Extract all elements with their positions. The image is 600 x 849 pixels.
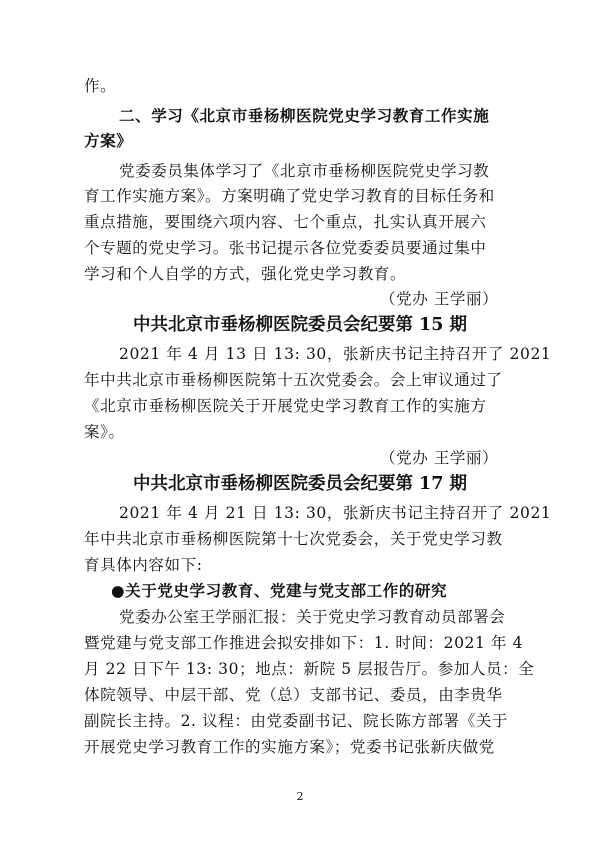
body-text-line: 案》。 [84,423,125,441]
body-text-line: 年中共北京市垂杨柳医院第十五次党委会。会上审议通过了 [84,371,503,389]
body-text-line: 育具体内容如下: [84,556,203,574]
body-text-line: 党委委员集体学习了《北京市垂杨柳医院党史学习教 [119,162,490,180]
body-text-line: 副院长主持。2. 议程：由党委副书记、院长陈方部署《关于 [84,712,509,730]
body-text-line: 月 22 日下午 13: 30；地点：新院 5 层报告厅。参加人员：全 [84,660,535,678]
bullet-heading: ●关于党史学习教育、党建与党支部工作的研究 [111,581,448,600]
minutes-title: 中共北京市垂杨柳医院委员会纪要第 17 期 [132,474,468,494]
body-text-line: 2021 年 4 月 21 日 13: 30，张新庆书记主持召开了 2021 [119,504,552,522]
minutes-title: 中共北京市垂杨柳医院委员会纪要第 15 期 [132,315,468,335]
body-text-line: 重点措施，要围绕六项内容、七个重点，扎实认真开展六 [84,213,487,231]
body-text-line: 《北京市垂杨柳医院关于开展党史学习教育工作的实施方 [84,397,487,415]
body-text-line: 体院领导、中层干部、党（总）支部书记、委员，由李贵华 [84,686,503,704]
body-text-line: 学习和个人自学的方式，强化党史学习教育。 [84,265,407,283]
body-text-line: 开展党史学习教育工作的实施方案》；党委书记张新庆做党 [84,738,495,756]
signature-line: （党办 王学丽） [380,449,499,467]
body-text-line: 育工作实施方案》。方案明确了党史学习教育的目标任务和 [84,187,495,205]
signature-line: （党办 王学丽） [380,290,499,308]
section-heading-continued: 方案》 [84,131,133,150]
body-text-line: 2021 年 4 月 13 日 13: 30，张新庆书记主持召开了 2021 [119,345,552,363]
body-text-line: 暨党建与党支部工作推进会拟安排如下：1. 时间：2021 年 4 [84,634,524,652]
section-heading: 二、学习《北京市垂杨柳医院党史学习教育工作实施 [119,106,490,125]
body-text-line: 年中共北京市垂杨柳医院第十七次党委会，关于党史学习教 [84,530,503,548]
body-text-line: 个专题的党史学习。张书记提示各位党委委员要通过集中 [84,239,487,257]
body-text-line: 作。 [84,77,117,95]
body-text-line: 党委办公室王学丽汇报：关于党史学习教育动员部署会 [119,608,506,626]
page-number: 2 [296,790,304,803]
